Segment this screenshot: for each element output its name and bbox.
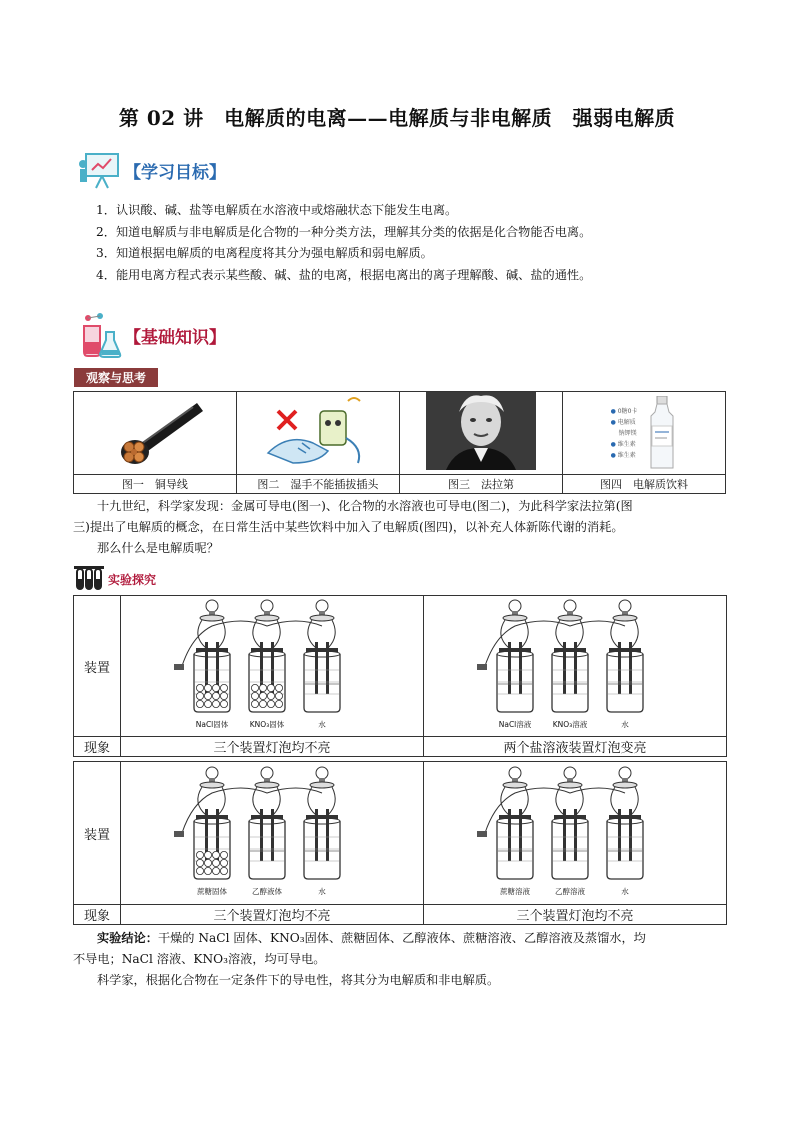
beaker-label: KNO₃固体 <box>249 720 285 729</box>
beaker-label: 蔗糖固体 <box>197 887 227 896</box>
conductivity-apparatus-diagram <box>475 763 675 899</box>
drink-label: 0糖0卡 <box>617 407 638 415</box>
conclusion-line: 科学家，根据化合物在一定条件下的导电性，将其分为电解质和非电解质。 <box>97 973 500 987</box>
wet-hand-plug-image <box>236 392 399 475</box>
goals-heading <box>76 150 226 190</box>
apparatus-cell <box>121 596 424 737</box>
page-title: 第 02 讲 电解质的电离——电解质与非电解质 强弱电解质 <box>118 106 676 130</box>
conclusion-line: 干燥的 NaCl 固体、KNO₃固体、蔗糖固体、乙醇液体、蔗糖溶液、乙醇溶液及蒸馏水，均 <box>157 931 646 945</box>
apparatus-cell <box>121 762 424 905</box>
row-label-phenomenon: 现象 <box>74 905 121 925</box>
caption-figure-2: 图二 湿手不能插拔插头 <box>236 475 399 494</box>
beaker-label: 水 <box>318 720 326 729</box>
drink-label: 电解质 <box>617 418 636 426</box>
experiment-tag <box>74 566 156 592</box>
experiment-tag-label: 实验探究 <box>108 572 157 587</box>
conclusion-line: 不导电；NaCl 溶液、KNO₃溶液，均可导电。 <box>73 952 326 966</box>
teaching-board-icon <box>76 150 122 190</box>
intro-line: 十九世纪，科学家发现：金属可导电(图一)、化合物的水溶液也可导电(图二)，为此科学家法拉第(图 <box>97 499 633 513</box>
apparatus-cell <box>424 596 727 737</box>
row-label-device: 装置 <box>74 762 121 905</box>
result-text: 三个装置灯泡均不亮 <box>121 905 424 925</box>
faraday-portrait-image <box>400 392 563 475</box>
electrolyte-drink-image: ● 0糖0卡 ● 电解质 钠钾镁 ● 维生素 ● 维生素 <box>563 392 726 475</box>
intro-question: 那么什么是电解质呢？ <box>97 541 219 555</box>
beaker-label: KNO₃溶液 <box>552 720 588 729</box>
test-tubes-icon <box>74 566 104 592</box>
result-text: 三个装置灯泡均不亮 <box>424 905 727 925</box>
row-label-device: 装置 <box>74 596 121 737</box>
flask-icon <box>76 312 122 358</box>
conductivity-apparatus-diagram <box>172 596 372 732</box>
goal-item: 1．认识酸、碱、盐等电解质在水溶液中或熔融状态下能发生电离。 <box>96 203 458 217</box>
beaker-label: 水 <box>621 720 629 729</box>
conductivity-apparatus-diagram <box>475 596 675 732</box>
drink-label: 钠钾镁 <box>618 429 637 437</box>
observation-table <box>73 391 726 494</box>
caption-figure-4: 图四 电解质饮料 <box>563 475 726 494</box>
observe-tag: 观察与思考 <box>74 368 158 387</box>
result-text: 三个装置灯泡均不亮 <box>121 737 424 757</box>
apparatus-cell <box>424 762 727 905</box>
conductivity-apparatus-diagram <box>172 763 372 899</box>
goal-item: 3．知道根据电解质的电离程度将其分为强电解质和弱电解质。 <box>96 246 433 260</box>
intro-line: 三)提出了电解质的概念，在日常生活中某些饮料中加入了电解质(图四)，以补充人体新陈代谢的消耗。 <box>73 520 624 534</box>
goal-item: 4．能用电离方程式表示某些酸、碱、盐的电离，根据电离出的离子理解酸、碱、盐的通性。 <box>96 267 592 282</box>
conclusion-paragraph <box>73 928 727 991</box>
drink-label: 维生素 <box>617 451 636 459</box>
beaker-label: 水 <box>318 887 326 896</box>
beaker-label: 乙醇溶液 <box>555 887 585 896</box>
beaker-label: NaCl固体 <box>195 720 229 729</box>
bottle-icon <box>647 396 677 470</box>
caption-figure-3: 图三 法拉第 <box>400 475 563 494</box>
beaker-label: NaCl溶液 <box>498 720 532 729</box>
goal-item: 2．知道电解质与非电解质是化合物的一种分类方法，理解其分类的依据是化合物能否电离。 <box>96 224 592 239</box>
conclusion-label: 实验结论： <box>97 931 158 945</box>
experiment-table <box>73 595 727 925</box>
intro-paragraph <box>73 496 727 559</box>
drink-label: 维生素 <box>617 440 636 448</box>
copper-wire-image <box>74 392 237 475</box>
result-text: 两个盐溶液装置灯泡变亮 <box>424 737 727 757</box>
goals-list <box>96 200 591 286</box>
basics-heading-label: 【基础知识】 <box>124 327 226 348</box>
beaker-label: 蔗糖溶液 <box>500 887 530 896</box>
caption-figure-1: 图一 铜导线 <box>74 475 237 494</box>
row-label-phenomenon: 现象 <box>74 737 121 757</box>
goals-heading-label: 【学习目标】 <box>124 162 226 183</box>
basics-heading <box>76 312 226 358</box>
beaker-label: 水 <box>621 887 629 896</box>
beaker-label: 乙醇液体 <box>252 887 282 896</box>
